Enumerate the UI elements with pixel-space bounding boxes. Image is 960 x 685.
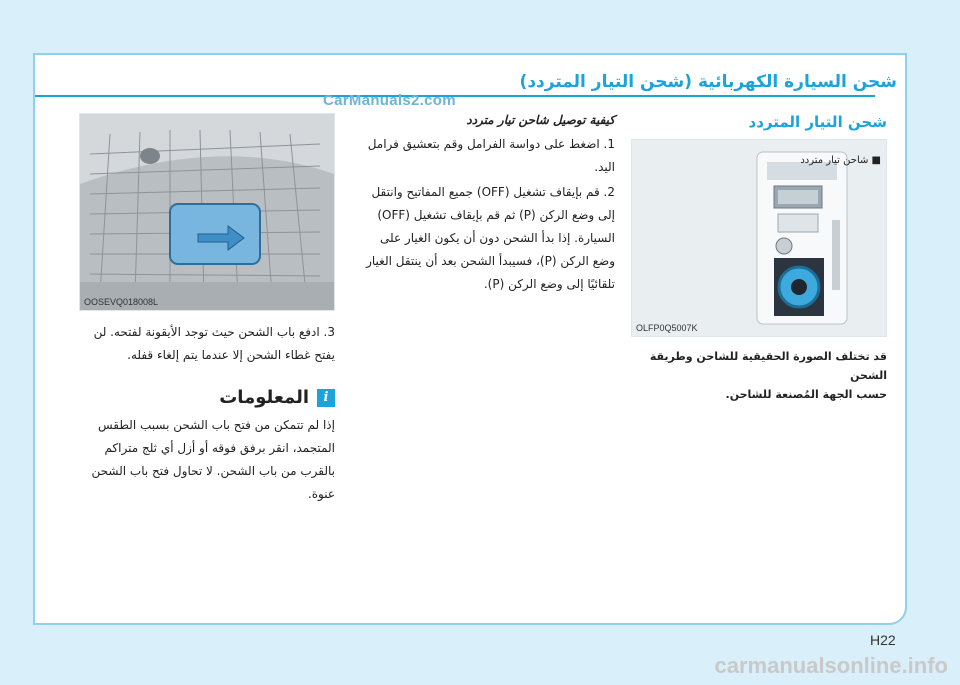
section-header-title: شحن السيارة الكهربائية (شحن التيار المتردد)	[519, 72, 897, 92]
ac-charger-illustration	[632, 140, 886, 336]
notice-title: المعلومات	[219, 387, 309, 408]
footer-watermark: carmanualsonline.info	[714, 653, 948, 678]
figure-bullet: ■ شاحن تيار متردد	[800, 155, 881, 166]
manual-page	[33, 53, 907, 625]
figure-label-door: OOSEVQ018008L	[84, 297, 159, 307]
site-watermark: CarManuals2.com	[323, 92, 456, 109]
steps-list	[365, 133, 615, 296]
step-2: 2. قم بإيقاف تشغيل (OFF) جميع المفاتيح وانتقل إلى وضع الركن (P) ثم قم بإيقاف تشغيل (OFF) السيارة. إذا بدأ الشحن دون أن يكون الغيار على وضع الركن (P)، فسيبدأ الشحن بعد أن ينتقل الغيار تلقائيًا إلى وضع الركن (P).	[366, 185, 615, 291]
ac-charger-figure	[631, 139, 887, 337]
section-header	[519, 69, 905, 95]
ac-charging-column	[632, 113, 887, 404]
connect-title: كيفية توصيل شاحن تيار متردد	[466, 113, 615, 127]
charge-door-figure	[79, 113, 335, 311]
notice-text: إذا لم تتمكن من فتح باب الشحن بسبب الطقس المتجمد، انقر برفق فوقه أو أزل أي ثلج متراكم بالقرب من باب الشحن. لا تحاول فتح باب الشحن عنوة.	[91, 418, 335, 501]
connect-ac-charger-column	[365, 113, 615, 298]
step-3: 3. ادفع باب الشحن حيث توجد الأيقونة لفتحه. لن يفتح غطاء الشحن إلا عندما يتم إلغاء قفله.	[93, 325, 335, 362]
charge-door-illustration	[80, 114, 334, 310]
figure-label: OLFP0Q5007K	[636, 323, 698, 333]
figure-caption	[632, 347, 887, 404]
caption-line-1: قد تختلف الصورة الحقيقية للشاحن وطريقة الشحن	[649, 350, 887, 382]
ac-charging-title: شحن التيار المتردد	[748, 113, 887, 131]
info-icon: i	[317, 389, 335, 407]
notice-heading	[77, 387, 335, 408]
page-number: H22	[870, 632, 896, 648]
caption-line-2: حسب الجهة المُصنعة للشاحن.	[725, 388, 887, 401]
charge-door-column	[77, 113, 335, 506]
step-1: 1. اضغط على دواسة الفرامل وقم بتعشيق فرامل اليد.	[367, 137, 615, 174]
